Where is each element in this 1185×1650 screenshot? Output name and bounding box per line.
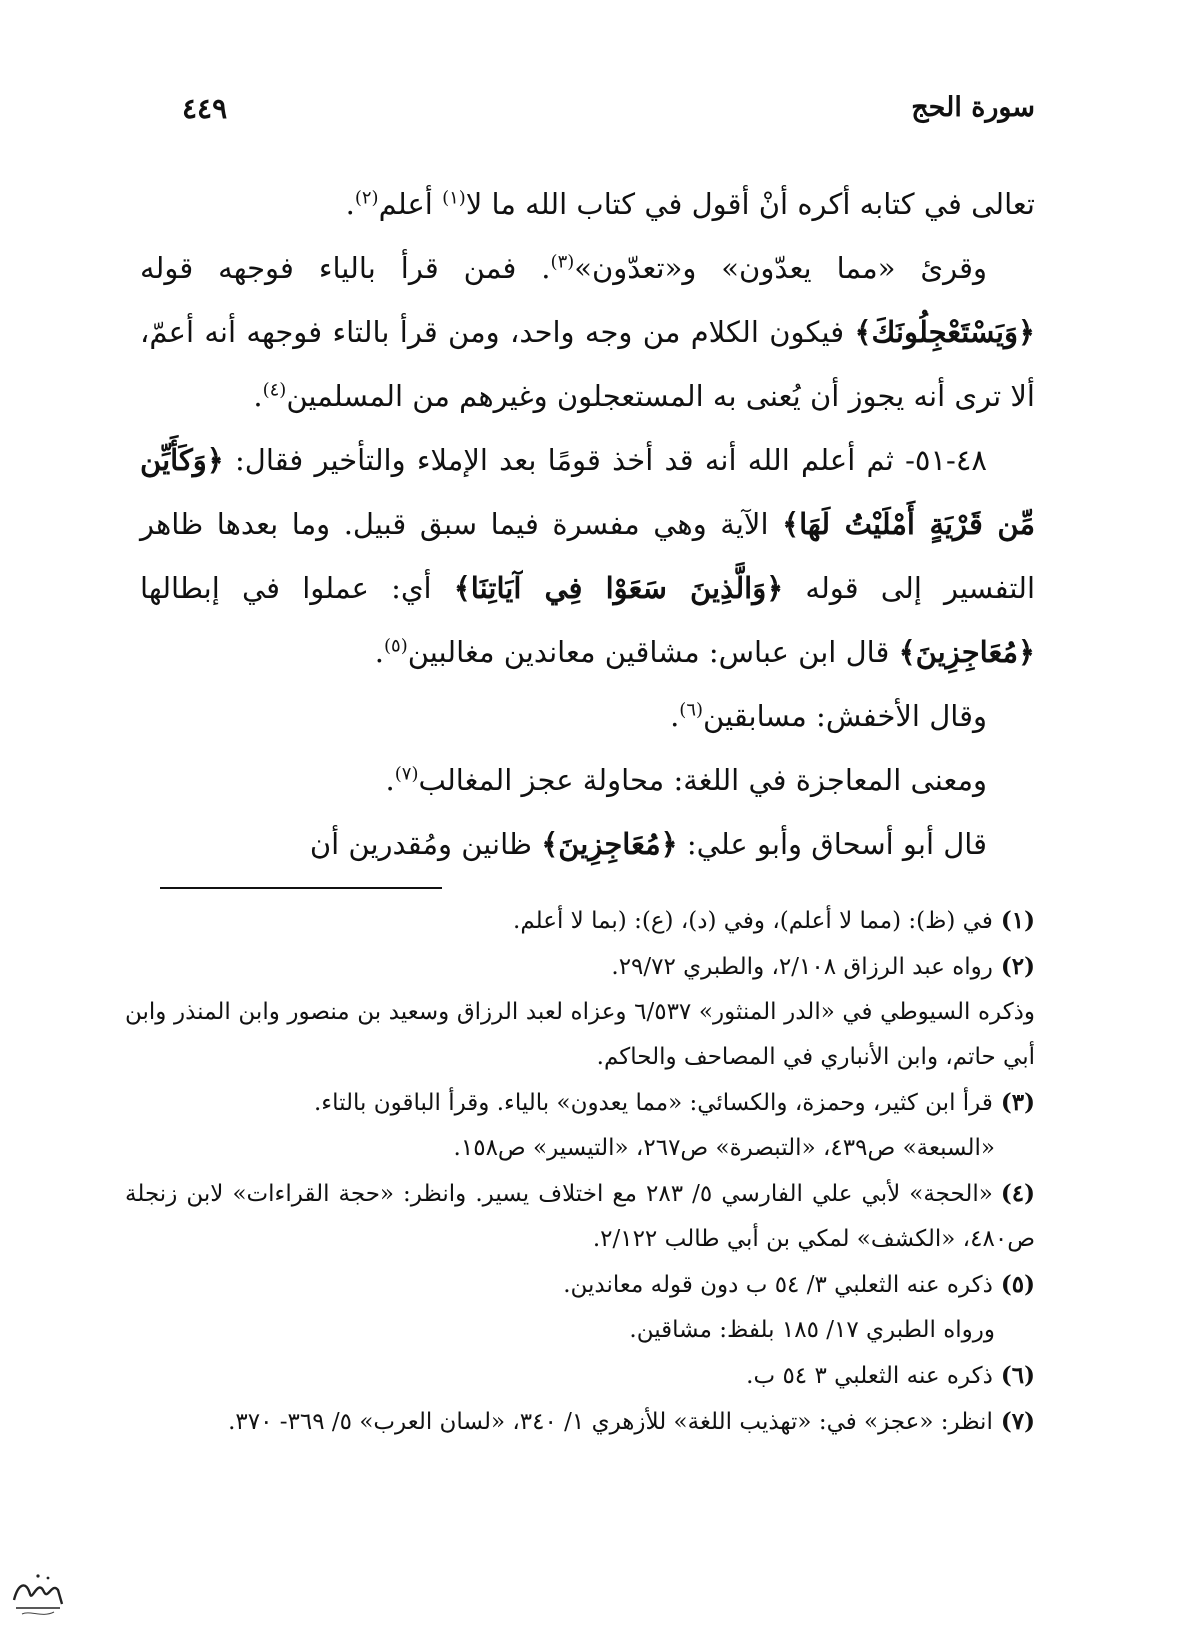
publisher-logo	[8, 1570, 68, 1622]
footnote-number: (١)	[1000, 907, 1035, 934]
footnote-number: (٥)	[1000, 1271, 1035, 1298]
text: .	[374, 635, 384, 669]
text: وقرئ «مما يعدّون» و«تعدّون»	[574, 251, 987, 285]
footnote-2-continued: وذكره السيوطي في «الدر المنثور» ٦/٥٣٧ وعزاه لعبد الرزاق وسعيد بن منصور وابن المنذر وابن أبي حاتم، وابن الأنباري في المصاحف والحاكم.	[125, 999, 1035, 1070]
quran-quote: ﴿وَالَّذِينَ سَعَوْا فِي آيَاتِنَا﴾	[453, 571, 784, 605]
paragraph-4	[140, 684, 1035, 748]
footnote-6	[125, 1353, 1035, 1399]
text: .	[345, 187, 355, 221]
footnote-ref-1: (١)	[442, 187, 466, 209]
paragraph-5	[140, 748, 1035, 812]
paragraph-6	[140, 812, 1035, 876]
text: ظانين ومُقدرين أن	[309, 827, 542, 861]
footnote-ref-7: (٧)	[394, 763, 419, 785]
footnote-ref-6: (٦)	[679, 699, 704, 721]
quran-quote: ﴿مُعَاجِزِينَ﴾	[541, 827, 678, 861]
paragraph-3	[140, 428, 1035, 684]
surah-title: سورة الحج	[911, 92, 1035, 123]
footnote-text: «الحجة» لأبي علي الفارسي ٥/ ٢٨٣ مع اختلاف يسير. وانظر: «حجة القراءات» لابن زنجلة ص٤٨٠، «الكشف» لمكي بن أبي طالب ٢/١٢٢.	[125, 1181, 1035, 1252]
footnote-5	[125, 1262, 1035, 1308]
quran-quote: ﴿وَيَسْتَعْجِلُونَكَ﴾	[854, 315, 1035, 349]
page-number: ٤٤٩	[182, 92, 228, 125]
footnote-number: (٧)	[1000, 1408, 1035, 1435]
footnote-ref-2: (٢)	[354, 187, 379, 209]
quran-quote: ﴿وَكَأَيِّن مِّن قَرْيَةٍ أَمْلَيْتُ لَهَا﴾	[140, 443, 1035, 541]
page-header	[170, 92, 1035, 132]
footnote-3	[125, 1080, 1035, 1126]
footnote-1	[125, 898, 1035, 944]
text: تعالى في كتابه أكره أنْ أقول في كتاب الله ما لا	[465, 187, 1035, 221]
footnote-2	[125, 944, 1035, 990]
footnote-text: ذكره عنه الثعلبي ٣ ٥٤ ب.	[746, 1363, 993, 1389]
text: فيكون الكلام من وجه واحد، ومن قرأ بالتاء فوجهه أنه أعمّ، ألا ترى أنه يجوز أن يُعنى به المستعجلون وغيرهم من المسلمين	[140, 315, 1035, 413]
paragraph-2	[140, 236, 1035, 428]
footnote-text: انظر: «عجز» في: «تهذيب اللغة» للأزهري ١/ ٣٤٠، «لسان العرب» ٥/ ٣٦٩- ٣٧٠.	[228, 1409, 993, 1435]
text: ٤٨-٥١- ثم أعلم الله أنه قد أخذ قومًا بعد الإملاء والتأخير فقال:	[223, 443, 987, 477]
paragraph-1	[140, 172, 1035, 236]
text: الآية وهي مفسرة فيما سبق قبيل. وما بعدها ظاهر التفسير إلى قوله	[140, 507, 1035, 605]
footnote-number: (٦)	[1000, 1362, 1035, 1389]
text: أي: عملوا في إبطالها	[140, 571, 454, 605]
footnote-3-continued: «السبعة» ص٤٣٩، «التبصرة» ص٢٦٧، «التيسير» ص١٥٨.	[453, 1135, 995, 1161]
text: أعلم	[378, 187, 443, 221]
text: .	[670, 699, 680, 733]
footnotes	[125, 898, 1035, 1445]
text: قال ابن عباس: مشاقين معاندين مغالبين	[407, 635, 899, 669]
footnote-number: (٣)	[1000, 1089, 1035, 1116]
text: قال أبو أسحاق وأبو علي:	[677, 827, 987, 861]
text: ومعنى المعاجزة في اللغة: محاولة عجز المغالب	[418, 763, 987, 797]
text: وقال الأخفش: مسابقين	[703, 699, 987, 733]
main-text	[140, 172, 1035, 876]
footnote-5-continued: ورواه الطبري ١٧/ ١٨٥ بلفظ: مشاقين.	[629, 1317, 995, 1343]
footnote-4	[125, 1171, 1035, 1262]
footnote-number: (٤)	[1000, 1180, 1035, 1207]
quran-quote: ﴿مُعَاجِزِينَ﴾	[898, 635, 1035, 669]
text: .	[253, 379, 263, 413]
footnote-text: رواه عبد الرزاق ٢/١٠٨، والطبري ٢٩/٧٢.	[611, 954, 993, 980]
text: .	[385, 763, 395, 797]
footnote-ref-4: (٤)	[262, 379, 287, 401]
footnote-text: ذكره عنه الثعلبي ٣/ ٥٤ ب دون قوله معاندين.	[563, 1272, 993, 1298]
footnote-ref-3: (٣)	[550, 251, 575, 273]
text: . فمن قرأ بالياء فوجهه قوله	[140, 251, 551, 285]
footnote-ref-5: (٥)	[383, 635, 408, 657]
footnote-text: في (ظ): (مما لا أعلم)، وفي (د)، (ع): (بما لا أعلم.	[513, 908, 993, 934]
footnote-divider	[160, 887, 442, 889]
footnote-text: قرأ ابن كثير، وحمزة، والكسائي: «مما يعدون» بالياء. وقرأ الباقون بالتاء.	[313, 1090, 993, 1116]
footnote-7	[125, 1399, 1035, 1445]
footnote-number: (٢)	[1000, 953, 1035, 980]
